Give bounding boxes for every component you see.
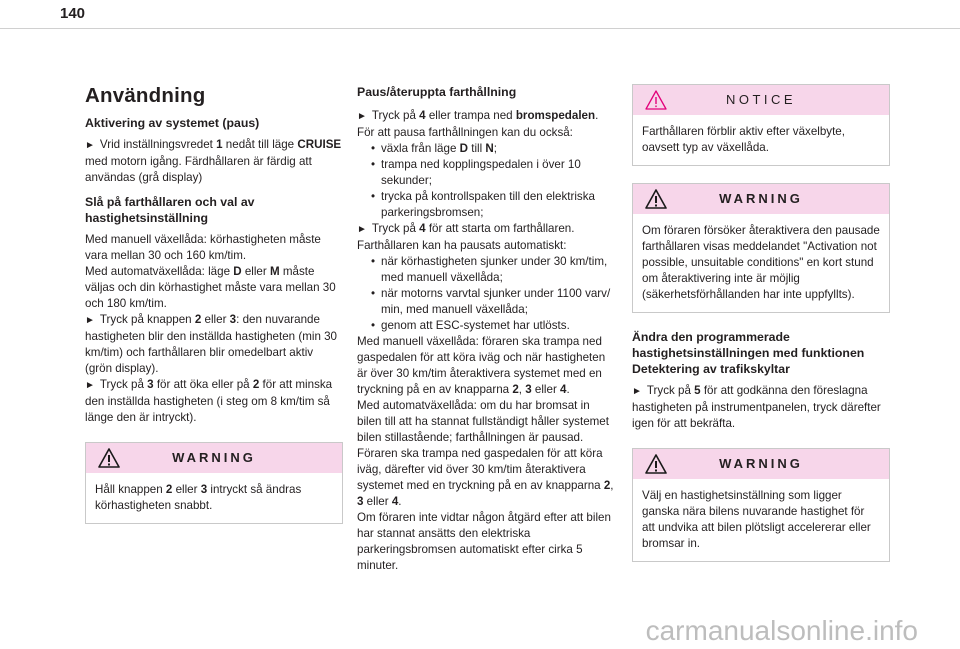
column-1	[85, 84, 343, 534]
warning-triangle-icon	[98, 448, 120, 468]
heading-change-speed: Ändra den programmerade hastighetsinställningen med funktionen Detektering av trafikskyltar	[632, 330, 865, 376]
notice-text: Farthållaren förblir aktiv efter växelbyte, oavsett typ av växellåda.	[642, 125, 845, 154]
arrow-icon: ►	[632, 386, 642, 397]
warning-triangle-icon	[645, 189, 667, 209]
watermark: carmanualsonline.info	[645, 615, 918, 646]
notice-header	[633, 85, 889, 115]
warning-triangle-icon	[645, 454, 667, 474]
warning-text: Välj en hastighetsinställning som ligger ganska nära bilens nuvarande hastighet för att undvika att bilen plötsligt accelererar eller bromsar in.	[642, 489, 871, 550]
arrow-icon: ►	[85, 380, 95, 391]
list-item: • när körhastigheten sjunker under 30 km/tim, med manuell växellåda;	[371, 254, 615, 286]
pause-options-list	[357, 141, 615, 221]
paragraph-switch-on: Med manuell växellåda: körhastigheten måste vara mellan 30 och 160 km/tim. Med automatväxellåda: läge D eller M måste väljas och din körhastighet måste vara mellan 30 och 180 km/tim. ► Tryck på knappen 2 eller 3: den nuvarande hastigheten blir den inställda hastigheten (min 30 km/tim) och farthållaren blir omedelbart aktiv (grön display). ► Tryck på 3 för att öka eller på 2 för att minska den inställda hastigheten (i steg om 8 km/tim så länge den är intryckt).	[85, 233, 338, 424]
paragraph-activation: ► Vrid inställningsvredet 1 nedåt till läge CRUISE med motorn igång. Färdhållaren är färdig att användas (grå display)	[85, 138, 342, 184]
auto-pause-list	[357, 254, 615, 334]
list-item: • växla från läge D till N;	[371, 141, 615, 157]
arrow-icon: ►	[357, 111, 367, 122]
warning-box	[632, 448, 890, 562]
warning-title: WARNING	[719, 191, 803, 206]
warning-text: Håll knappen 2 eller 3 intryckt så ändras körhastigheten snabbt.	[95, 483, 302, 512]
list-item: • trampa ned kopplingspedalen i över 10 sekunder;	[371, 157, 615, 189]
heading-activation: Aktivering av systemet (paus)	[85, 116, 260, 130]
warning-header	[633, 449, 889, 479]
top-divider	[0, 28, 960, 29]
warning-header	[86, 443, 342, 473]
arrow-icon: ►	[357, 224, 367, 235]
list-item: • när motorns varvtal sjunker under 1100 varv/ min, med manuell växellåda;	[371, 286, 615, 318]
section-title: Användning	[85, 84, 206, 107]
warning-box	[85, 442, 343, 524]
warning-box	[632, 183, 890, 313]
notice-title: NOTICE	[725, 92, 797, 107]
warning-title: WARNING	[719, 456, 803, 471]
column-3	[632, 84, 890, 572]
arrow-icon: ►	[85, 140, 95, 151]
column-2	[357, 84, 615, 574]
list-item: • genom att ESC-systemet har utlösts.	[371, 318, 615, 334]
heading-pause-resume: Paus/återuppta farthållning	[357, 85, 517, 99]
notice-triangle-icon	[645, 90, 667, 110]
list-item: • trycka på kontrollspaken till den elektriska parkeringsbromsen;	[371, 189, 615, 221]
page-number: 140	[60, 5, 86, 22]
notice-box	[632, 84, 890, 166]
warning-text: Om föraren försöker återaktivera den pausade farthållaren visas meddelandet "Activation not possible, unsuitable conditions" en kort stund om återaktivering inte är möjlig (säkerhetsförhållanden har inte uppfyllts).	[642, 224, 880, 301]
warning-title: WARNING	[172, 450, 256, 465]
pause-resume-text: ► Tryck på 4 eller trampa ned bromspedalen. För att pausa farthållningen kan du också: • växla från läge D till N; • trampa ned kopplingspedalen i över 10 sekunder; • trycka på kontrollspaken till den elektriska parkeringsbromsen; ► Tryck på 4 för att starta om farthållaren. Farthållaren kan ha pausats automatiskt: • när körhastigheten sjunker under 30 km/tim, med manuell växellåda; • när motorns varvtal sjunker under 1100 varv/ min, med manuell växellåda; • genom att ESC-systemet har utlösts. Med manuell växellåda: föraren ska trampa ned gaspedalen för att köra iväg och när hastigheten är över 30 km/tim återaktivera systemet med en tryckning på en av knapparna 2, 3 eller 4. Med automatväxellåda: om du har bromsat in bilen till att ha stannat fullständigt håller systemet bilen stillastående; farthållningen är pausad. Föraren ska trampa ned gaspedalen för att köra iväg, därefter vid över 30 km/tim återaktivera systemet med en tryckning på en av knapparna 2, 3 eller 4. Om föraren inte vidtar någon åtgärd efter att bilen har stannat ansätts den elektriska parkeringsbromsen automatiskt efter cirka 5 minuter.	[357, 108, 615, 574]
heading-switch-on: Slå på farthållaren och val av hastighetsinställning	[85, 195, 255, 225]
arrow-icon: ►	[85, 315, 95, 326]
paragraph-change-speed: ► Tryck på 5 för att godkänna den föreslagna hastigheten på instrumentpanelen, tryck därefter igen för att bekräfta.	[632, 384, 881, 430]
warning-header	[633, 184, 889, 214]
